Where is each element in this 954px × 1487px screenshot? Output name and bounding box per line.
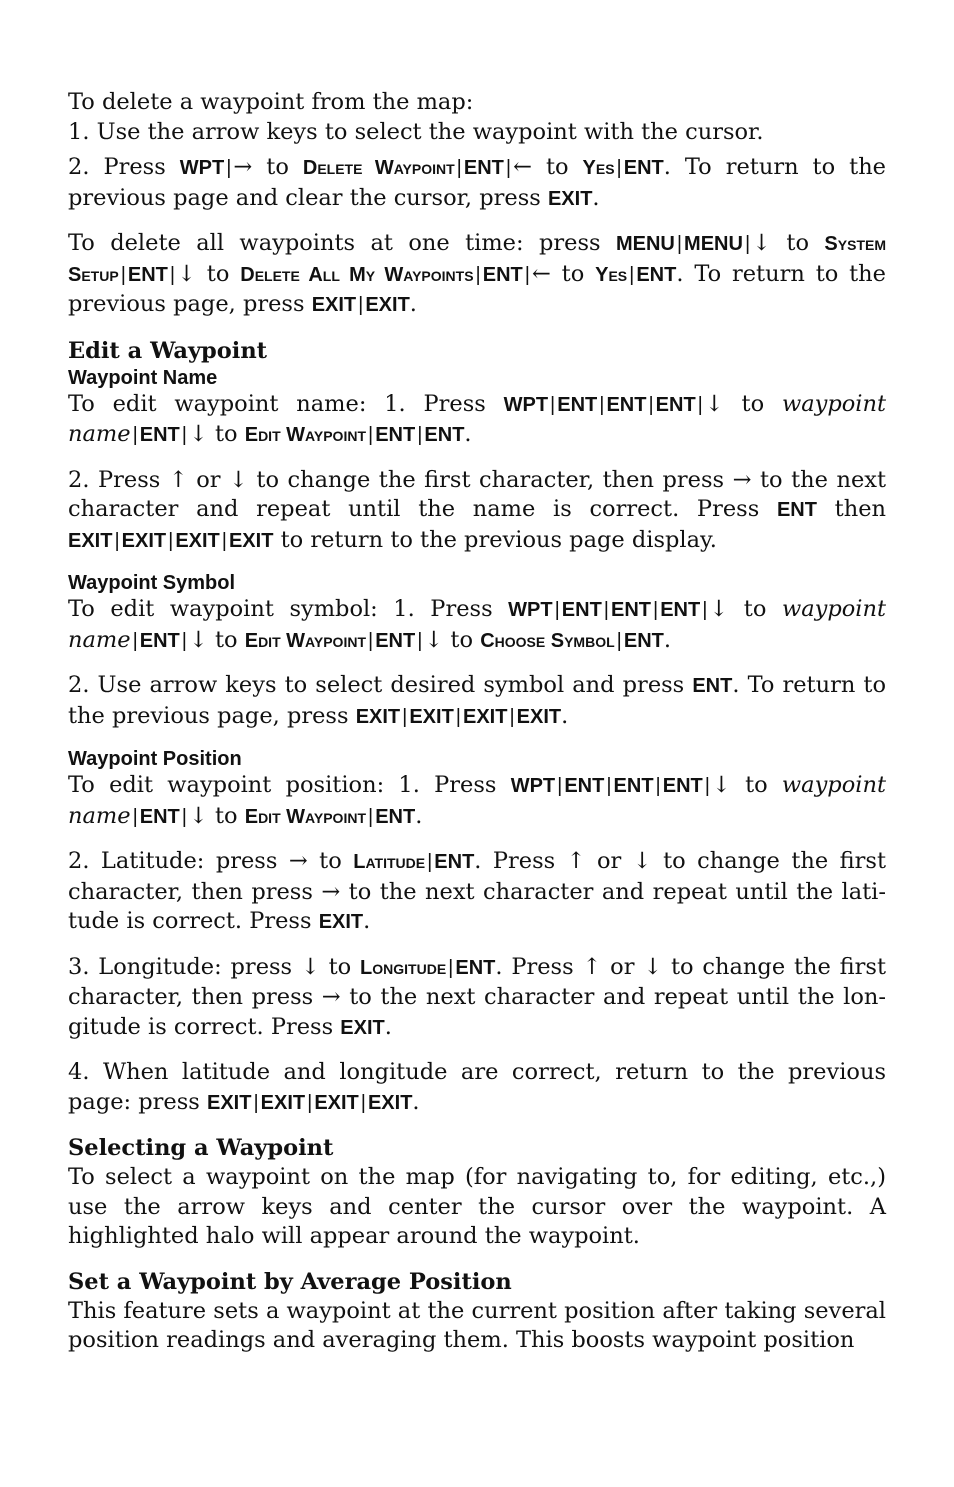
key-ent: ENT (776, 499, 817, 521)
key-ent: ENT (424, 424, 465, 446)
key-exit: EXIT (409, 705, 454, 728)
paragraph-return: 4. When latitude and longitude are correct, return to the previous page: press EXIT | EXIT | EXIT | EXIT. (68, 1059, 886, 1115)
paragraph-average: This feature sets a waypoint at the current position after taking several position readings and averaging them. This boosts waypoint position (68, 1297, 886, 1353)
up-arrow-icon: ↑ (566, 848, 586, 874)
key-exit: EXIT (121, 529, 167, 552)
key-ent: ENT (655, 393, 696, 416)
menu-edit-waypoint: Edit Waypoint (244, 424, 367, 446)
down-arrow-icon: ↓ (709, 596, 729, 622)
key-exit: EXIT (516, 705, 562, 728)
right-arrow-icon: → (321, 878, 341, 905)
key-ent: ENT (561, 599, 602, 621)
key-ent: ENT (662, 775, 703, 797)
right-arrow-icon: → (732, 466, 752, 493)
key-ent: ENT (482, 263, 523, 286)
key-ent: ENT (613, 775, 654, 797)
down-arrow-icon: ↓ (711, 772, 731, 798)
menu-delete-all-waypoints: Delete All My Waypoints (240, 263, 474, 286)
menu-delete-waypoint: Delete Waypoint (302, 157, 455, 179)
key-ent: ENT (455, 956, 496, 979)
key-wpt: WPT (179, 157, 225, 179)
subheading-waypoint-position: Waypoint Position (68, 748, 242, 770)
key-ent: ENT (623, 157, 664, 179)
down-arrow-icon: ↓ (300, 953, 320, 980)
key-exit: EXIT (355, 705, 401, 728)
down-arrow-icon: ↓ (643, 953, 663, 980)
paragraph-edit-name-step2: 2. Press ↑ or ↓ to change the first character, then press → to the next character and repeat until the name is correct. Press ENT then EXIT | EXIT | EXIT | EXIT to return to the previous page display. (68, 466, 887, 553)
paragraph-delete-intro (68, 88, 886, 147)
paragraph-edit-position: To edit waypoint position: 1. Press WPT | ENT | ENT | ENT |↓ to waypoint name | ENT |↓ to Edit Waypoint | ENT. (68, 772, 886, 829)
key-ent: ENT (139, 805, 180, 828)
down-arrow-icon: ↓ (704, 390, 724, 417)
heading-selecting-waypoint: Selecting a Waypoint (68, 1135, 334, 1161)
down-arrow-icon: ↓ (424, 626, 444, 653)
key-ent: ENT (606, 393, 647, 416)
down-arrow-icon: ↓ (188, 802, 208, 829)
key-exit: EXIT (228, 529, 274, 552)
key-ent: ENT (139, 629, 180, 652)
paragraph-edit-symbol: To edit waypoint symbol: 1. Press WPT | ENT | ENT | ENT |↓ to waypoint name | ENT |↓ to Edit Waypoint | ENT |↓ to Choose Symbol | ENT. (68, 596, 886, 653)
key-exit: EXIT (463, 705, 508, 728)
key-ent: ENT (375, 629, 416, 652)
key-exit: EXIT (318, 911, 364, 933)
key-exit: EXIT (311, 294, 357, 316)
right-arrow-icon: → (233, 154, 253, 180)
key-menu: MENU (684, 233, 743, 255)
paragraph-delete-all: To delete all waypoints at one time: press MENU | MENU |↓ to System Setup | ENT |↓ to Delete All My Waypoints | ENT |← to Yes | ENT. To return to the previous page, press EXIT | EXIT. (68, 230, 886, 317)
menu-longitude: Longitude (360, 956, 447, 979)
key-exit: EXIT (367, 1091, 413, 1114)
subheading-waypoint-symbol: Waypoint Symbol (68, 572, 236, 594)
key-ent: ENT (564, 775, 605, 797)
up-arrow-icon: ↑ (168, 466, 188, 493)
key-exit: EXIT (260, 1091, 306, 1114)
menu-yes: Yes (595, 263, 628, 286)
key-ent: ENT (660, 599, 701, 621)
up-arrow-icon: ↑ (582, 953, 602, 980)
key-ent: ENT (375, 805, 416, 828)
heading-average-position: Set a Waypoint by Average Position (68, 1268, 512, 1295)
menu-latitude: Latitude (353, 851, 426, 873)
heading-edit-waypoint: Edit a Waypoint (68, 337, 268, 364)
down-arrow-icon: ↓ (229, 466, 248, 493)
key-exit: EXIT (314, 1091, 359, 1114)
key-ent: ENT (375, 424, 416, 446)
menu-edit-waypoint: Edit Waypoint (244, 629, 367, 652)
key-ent: ENT (463, 157, 504, 179)
down-arrow-icon: ↓ (188, 626, 208, 653)
down-arrow-icon: ↓ (188, 421, 208, 447)
key-exit: EXIT (547, 187, 593, 210)
paragraph-edit-name: To edit waypoint name: 1. Press WPT | ENT | ENT | ENT |↓ to waypoint name | ENT |↓ to Edit Waypoint | ENT | ENT. (68, 390, 886, 447)
key-ent: ENT (636, 263, 677, 286)
key-exit: EXIT (175, 529, 220, 552)
subheading-waypoint-name: Waypoint Name (68, 366, 218, 389)
key-exit: EXIT (68, 529, 113, 552)
down-arrow-icon: ↓ (752, 230, 771, 256)
key-exit: EXIT (207, 1091, 252, 1114)
item-waypoint-name: waypoint name (68, 390, 886, 447)
key-wpt: WPT (503, 393, 549, 416)
key-wpt: WPT (508, 599, 553, 621)
left-arrow-icon: ← (531, 260, 551, 287)
paragraph-edit-symbol-step2: 2. Use arrow keys to select desired symbol and press ENT. To return to the previous page, press EXIT | EXIT | EXIT | EXIT. (68, 672, 887, 729)
key-ent: ENT (623, 629, 664, 652)
right-arrow-icon: → (321, 984, 341, 1010)
down-arrow-icon: ↓ (177, 260, 196, 287)
key-exit: EXIT (340, 1016, 385, 1039)
menu-system-setup: System Setup (68, 233, 886, 286)
left-arrow-icon: ← (513, 154, 532, 180)
down-arrow-icon: ↓ (632, 848, 652, 874)
paragraph-latitude: 2. Latitude: press → to Latitude | ENT. Press ↑ or ↓ to change the first character, then press → to the next character and repeat until the lati-tude is correct. Press EXIT. (68, 848, 886, 934)
paragraph-longitude: 3. Longitude: press ↓ to Longitude | ENT. Press ↑ or ↓ to change the first character, then press → to the next character and repeat until the lon-gitude is correct. Press EXIT. (68, 953, 886, 1040)
menu-yes: Yes (582, 157, 615, 179)
item-waypoint-name: waypoint name (68, 596, 886, 653)
text: 1. Use the arrow keys to select the waypoint with the cursor. (68, 118, 764, 145)
key-ent: ENT (692, 675, 733, 697)
manual-page (68, 88, 886, 1371)
key-menu: MENU (615, 233, 675, 255)
key-wpt: WPT (510, 775, 556, 797)
key-ent: ENT (127, 263, 168, 286)
right-arrow-icon: → (288, 848, 308, 874)
paragraph-selecting: To select a waypoint on the map (for navigating to, for editing, etc.,) use the arrow keys and center the cursor over the waypoint. A highlighted halo will appear around the waypoint. (68, 1164, 886, 1249)
item-waypoint-name: waypoint name (68, 772, 886, 829)
key-ent: ENT (611, 599, 651, 621)
key-ent: ENT (434, 851, 475, 873)
menu-choose-symbol: Choose Symbol (480, 629, 615, 652)
key-exit: EXIT (365, 294, 410, 316)
paragraph-delete-steps: 2. Press WPT |→ to Delete Waypoint | ENT |← to Yes | ENT. To return to the previous page and clear the cursor, press EXIT. (68, 154, 886, 211)
key-ent: ENT (139, 424, 180, 446)
key-ent: ENT (557, 393, 598, 416)
menu-edit-waypoint: Edit Waypoint (244, 805, 367, 828)
text: To delete a waypoint from the map: (68, 89, 474, 115)
